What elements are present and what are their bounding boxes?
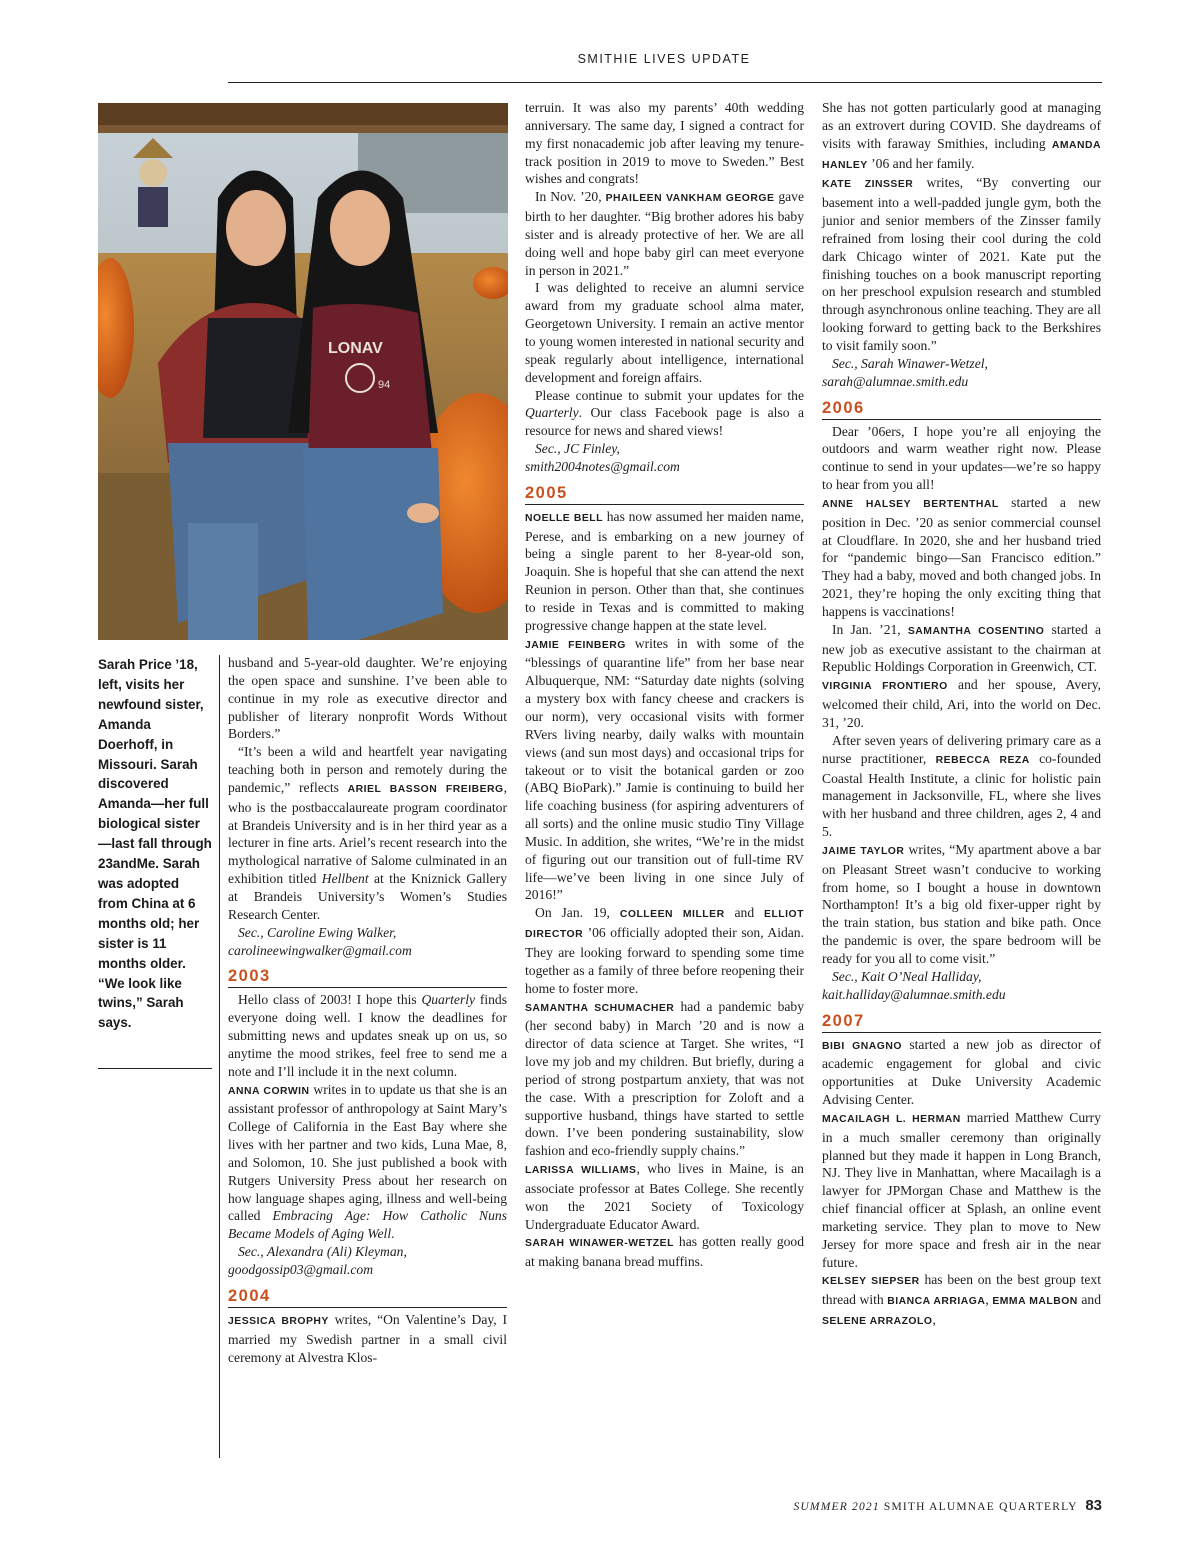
paragraph: “It’s been a wild and heartfelt year navigating teaching both in person and remotely during the pandemic,” reflects ARIEL BASSON FREIBERG, who is the postbaccalaureate program coordinator at Brandeis University and is in her third year as a lecturer in fine arts. Ariel’s recent research into the mythological narrative of Salome culminated in an exhibition titled Hellbent at the Kniznick Gallery at Brandeis University’s Women’s Studies Research Center. (228, 744, 508, 922)
alumna-name: KELSEY SIEPSER (822, 1276, 920, 1288)
class-secretary: Sec., Caroline Ewing Walker, (238, 924, 397, 940)
publication-name: SMITH ALUMNAE QUARTERLY (883, 1501, 1078, 1513)
paragraph: NOELLE BELL has now assumed her maiden name, Perese, and is embarking on a new journey of being a single parent to her 8-year-old son, Joaquin. She is hopeful that she can attend the next Reunion in person. Other than that, she continues to reside in Texas and is committed to making progressive change happen at the state level. (525, 508, 805, 633)
class-year-heading: 2005 (525, 476, 804, 505)
paragraph: KATE ZINSSER writes, “By converting our basement into a well-padded jungle gym, both the junior and senior members of the Zinsser family refrained from losing their cool during the cold dark Chicago winter of 2021. Kate put the finishing touches on a book manuscript reporting on her preschool expulsion research and stumbled through asynchronous online teaching. They are all looking forward to getting back to the Berkshires to visit family soon.” (822, 175, 1102, 353)
alumna-name: SAMANTHA COSENTINO (907, 625, 1045, 637)
paragraph: Hello class of 2003! I hope this Quarterly finds everyone doing well. I know the deadlines for submitting news and updates sneak up on us, so anytime the mood strikes, feel free to send me a note and I’ll include it in the next column. (228, 992, 507, 1079)
column-1 (228, 654, 507, 1366)
paragraph: VIRGINIA FRONTIERO and her spouse, Avery, welcomed their child, Ari, into the world on Dec. 31, ’20. (822, 677, 1101, 730)
paragraph: In Nov. ’20, PHAILEEN VANKHAM GEORGE gave birth to her daughter. “Big brother adores his baby sister and is already protective of her. We are all doing well and hope baby girl can meet everyone in person in 2021.” (525, 189, 804, 278)
header-rule (228, 82, 1102, 83)
alumna-name: JAMIE FEINBERG (525, 639, 626, 651)
secretary-email: carolineewingwalker@gmail.com (228, 942, 412, 958)
alumna-name: VIRGINIA FRONTIERO (822, 681, 948, 693)
paragraph: ANNA CORWIN writes in to update us that she is an assistant professor of anthropology at Saint Mary’s College of California in the East Bay where she lives with her partner and two kids, Luna Mae, 8, and Solomon, 10. She just published a book with Rutgers University Press about her research on how language shapes aging, illness and well-being called Embracing Age: How Catholic Nuns Became Models of Aging Well. (228, 1081, 508, 1242)
alumna-name: ANNE HALSEY BERTENTHAL (822, 498, 999, 510)
alumna-name: AMANDA HANLEY (822, 139, 1101, 171)
issue-label: SUMMER 2021 (793, 1501, 880, 1513)
page-number: 83 (1085, 1497, 1102, 1514)
alumna-name: COLLEEN MILLER (619, 909, 725, 921)
class-secretary: Sec., Kait O’Neal Halliday, (832, 968, 982, 984)
paragraph: husband and 5-year-old daughter. We’re enjoying the open space and sunshine. I’ve been able to continue in my role as executive director and publisher of literary nonprofit Words Without Borders.” (228, 655, 507, 742)
paragraph: JAIME TAYLOR writes, “My apartment above a bar on Pleasant Street wasn’t conducive to working from home, so I bought a house in downtown Northampton! It’s a big old fixer-upper right by the train station, bus station and bike path. Once the pandemic is over, the spare bedroom will be ready for you all to come visit.” (822, 841, 1102, 966)
alumna-name: LARISSA WILLIAMS (525, 1165, 637, 1177)
svg-text:LONAV: LONAV (328, 340, 383, 357)
alumna-name: SAMANTHA SCHUMACHER (525, 1002, 675, 1014)
alumna-name: JESSICA BROPHY (228, 1315, 329, 1327)
alumna-name: BIANCA ARRIAGA (887, 1296, 986, 1308)
paragraph: LARISSA WILLIAMS, who lives in Maine, is an associate professor at Bates College. She recently won the 2021 Society of Toxicology Undergraduate Educator Award. (525, 1161, 804, 1232)
paragraph: JAMIE FEINBERG writes in with some of the “blessings of quarantine life” from her base near Albuquerque, NM: “Saturday date nights (solving a mystery box with fancy cheese and crackers is our norm), very occasional visits with former RVers living nearby, daily walks with mountain views (and sun most days) and occasional trips for takeout or to visit the botanical garden or zoo (ABQ BioPark).” Jamie is continuing to build her life coaching business (for aspiring adventurers of all sorts) and the online music studio Tiny Village Music. In addition, she writes, “We’re in the midst of figuring out our transition out of full-time RV life—we’ve been living in one since July of 2016!” (525, 635, 804, 903)
alumna-name: REBECCA REZA (935, 754, 1030, 766)
class-secretary: Sec., JC Finley, (535, 441, 620, 457)
paragraph: KELSEY SIEPSER has been on the best group text thread with BIANCA ARRIAGA, EMMA MALBON and SELENE ARRAZOLO, (822, 1272, 1101, 1328)
alumna-name: JAIME TAYLOR (822, 845, 905, 857)
alumna-name: ELLIOT DIRECTOR (525, 909, 804, 941)
alumna-name: NOELLE BELL (525, 512, 603, 524)
column-divider (219, 655, 220, 1458)
alumna-name: BIBI GNAGNO (822, 1040, 902, 1052)
class-year-heading: 2004 (228, 1279, 507, 1308)
alumna-name: SELENE ARRAZOLO (822, 1316, 933, 1328)
alumna-name: PHAILEEN VANKHAM GEORGE (605, 193, 775, 205)
photo-caption: Sarah Price ’18, left, visits her newfound sister, Amanda Doerhoff, in Missouri. Sarah discovered Amanda—her full biological sister—last fall through 23andMe. Sarah was adopted from China at 6 months old; her sister is 11 months older. “We look like twins,” Sarah says. (98, 657, 212, 1031)
paragraph: SAMANTHA SCHUMACHER had a pandemic baby (her second baby) in March ’20 and is now a director of data science at Target. She writes, “I love my job and my children. But briefly, during a period of strong postpartum anxiety, that was not the case. With a prescription for Zoloft and a supportive husband, things have started to settle down. I’ve been pondering sustainability, slow fashion and eco-friendly supply chains.” (525, 998, 805, 1159)
secretary-email: sarah@alumnae.smith.edu (822, 373, 969, 389)
paragraph: I was delighted to receive an alumni service award from my graduate school alma mater, Georgetown University. I remain an active mentor to young women interested in national security and speak regularly about intelligence, international development and foreign affairs. (525, 280, 804, 385)
paragraph: SARAH WINAWER-WETZEL has gotten really good at making banana bread muffins. (525, 1234, 805, 1270)
running-header: SMITHIE LIVES UPDATE (577, 52, 751, 66)
paragraph: In Jan. ’21, SAMANTHA COSENTINO started a new job as executive assistant to the chairman at Republic Holdings Corporation in Greenwich, CT. (822, 621, 1101, 675)
alumna-name: SARAH WINAWER-WETZEL (525, 1238, 674, 1250)
class-year-heading: 2007 (822, 1004, 1101, 1033)
paragraph: Please continue to submit your updates for the Quarterly. Our class Facebook page is also a resource for news and shared views! (525, 387, 804, 439)
paragraph: She has not gotten particularly good at managing as an extrovert during COVID. She daydreams of visits with faraway Smithies, including AMANDA HANLEY ’06 and her family. (822, 100, 1101, 171)
secretary-email: kait.halliday@alumnae.smith.edu (822, 986, 1006, 1002)
column-3 (822, 99, 1101, 1331)
alumna-name: MACAILAGH L. HERMAN (822, 1113, 961, 1125)
secretary-email: goodgossip03@gmail.com (228, 1262, 374, 1277)
paragraph: ANNE HALSEY BERTENTHAL started a new position in Dec. ’20 as senior commercial counsel at Cloudflare. In 2020, she and her husband tried for “pandemic bingo—San Francisco edition.” They had a baby, moved and both changed jobs. In 2021, they’re hoping the only exciting thing that happens is vaccinations! (822, 494, 1101, 619)
paragraph: On Jan. 19, COLLEEN MILLER and ELLIOT DIRECTOR ’06 officially adopted their son, Aidan. They are looking forward to spending some time together as a family of three before reopening their home to foster more. (525, 905, 804, 996)
paragraph: terruin. It was also my parents’ 40th wedding anniversary. The same day, I signed a contract for my first nonacademic job after leaving my tenure-track position in 2019 to move to Sweden.” Best wishes and congrats! (525, 100, 804, 187)
photo-two-sisters (98, 103, 508, 640)
paragraph: JESSICA BROPHY writes, “On Valentine’s Day, I married my Swedish partner in a small civil ceremony at Alvestra Klos- (228, 1311, 507, 1365)
paragraph: BIBI GNAGNO started a new job as director of academic engagement for global and civic opportunities at Duke University Academic Advising Center. (822, 1036, 1101, 1108)
class-secretary: Sec., Sarah Winawer-Wetzel, (832, 355, 988, 371)
class-secretary: Sec., Alexandra (Ali) Kleyman, (238, 1244, 407, 1260)
alumna-name: EMMA MALBON (992, 1296, 1078, 1308)
page-footer (793, 1497, 1102, 1514)
svg-text:94: 94 (378, 379, 391, 391)
caption-rule (98, 1068, 212, 1069)
alumna-name: ARIEL BASSON FREIBERG (347, 783, 504, 795)
paragraph: After seven years of delivering primary care as a nurse practitioner, REBECCA REZA co-founded Coastal Health Institute, a clinic for holistic pain management in Jacksonville, FL, where she lives with her husband and three children, ages 2, 4 and 5. (822, 732, 1101, 840)
class-year-heading: 2006 (822, 391, 1101, 420)
secretary-email: smith2004notes@gmail.com (525, 458, 680, 474)
column-2 (525, 99, 804, 1271)
alumna-name: ANNA CORWIN (228, 1085, 310, 1097)
alumna-name: KATE ZINSSER (822, 179, 914, 191)
class-year-heading: 2003 (228, 959, 507, 988)
paragraph: Dear ’06ers, I hope you’re all enjoying the outdoors and warm weather right now. Please continue to send in your updates—we’re so happy to hear from you all! (822, 423, 1101, 493)
paragraph: MACAILAGH L. HERMAN married Matthew Curry in a much smaller ceremony than originally planned but they made it happen in Long Branch, NJ. They live in Manhattan, where Macailagh is a lawyer for JPMorgan Chase and Matthew is the chief financial officer at Splash, an online event marketing service. They plan to move to New Jersey for more space and fresh air in the near future. (822, 1109, 1101, 1270)
